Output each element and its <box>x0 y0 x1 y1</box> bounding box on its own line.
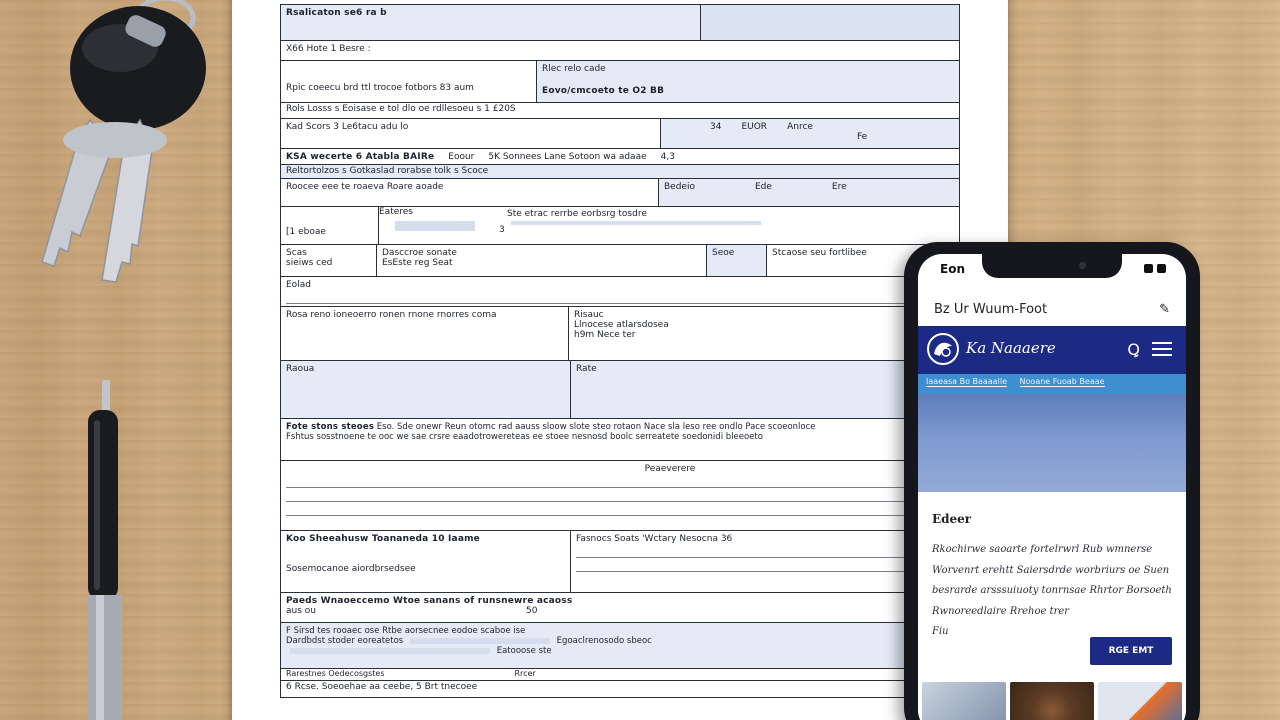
form-field[interactable] <box>281 307 569 360</box>
site-brand[interactable]: Ka Naaaere <box>966 339 1056 357</box>
status-icons <box>1144 264 1166 273</box>
form-field[interactable] <box>281 277 959 306</box>
status-bar <box>940 262 1166 276</box>
field-label: Rlec relo cade <box>542 64 606 74</box>
thumbnail-strip <box>918 678 1186 720</box>
form-row <box>281 5 959 41</box>
field-label: Seoe <box>712 248 735 258</box>
field-label: Stcaose seu fortlibee <box>772 248 867 258</box>
form-field[interactable] <box>377 245 707 276</box>
field-label: Paeds Wnaoeccemo Wtoe sanans of runsnewre acaoss <box>286 596 573 606</box>
input-fill <box>410 638 550 644</box>
form-field[interactable] <box>281 461 959 530</box>
field-value: EsEste reg Seat <box>382 258 453 268</box>
thumbnail[interactable] <box>922 682 1006 720</box>
field-label: Rarestnes Oedecosgstes <box>286 669 385 678</box>
field-label: [1 eboae <box>286 227 326 237</box>
thumbnail[interactable] <box>1098 682 1182 720</box>
hamburger-menu-icon[interactable] <box>1152 342 1172 356</box>
content-body-tail: Fiu <box>932 626 949 637</box>
smartphone <box>904 242 1200 720</box>
field-value: 50 <box>525 606 538 616</box>
form-row <box>281 245 959 277</box>
field-label: Eoour <box>448 152 475 162</box>
form-field[interactable] <box>281 119 661 148</box>
form-row <box>281 623 959 669</box>
form-field[interactable] <box>571 531 959 592</box>
form-row <box>281 307 959 361</box>
form-field[interactable] <box>281 245 377 276</box>
form-row <box>281 179 959 207</box>
form-field[interactable] <box>661 119 959 148</box>
form-field[interactable] <box>281 681 959 697</box>
field-label: Eolad <box>286 280 311 290</box>
field-label: Rpic coeecu brd ttl trocoe fotbors 83 aum <box>286 83 474 93</box>
form-row <box>281 277 959 307</box>
form-field[interactable] <box>281 165 959 178</box>
field-label: Scas <box>286 248 307 258</box>
field-label: Koo Sheeahusw Toananeda 10 Iaame <box>286 534 480 544</box>
form-field[interactable] <box>281 669 959 680</box>
subnav-link[interactable]: Nooane Fuoab Beaae <box>1019 377 1105 386</box>
field-label: Fasnocs Soats 'Wctary Nesocna 36 <box>576 534 733 544</box>
field-label: Raoua <box>286 364 315 374</box>
form-field[interactable] <box>707 245 767 276</box>
field-value: Ste etrac rerrbe eorbsrg tosdre <box>507 209 647 219</box>
edit-icon[interactable]: ✎ <box>1159 302 1170 317</box>
phone-screen <box>918 254 1186 720</box>
field-value: 34 <box>710 122 722 132</box>
site-logo[interactable] <box>926 332 960 366</box>
form-field[interactable] <box>281 593 959 622</box>
thumbnail[interactable] <box>1010 682 1094 720</box>
field-value: Ede <box>754 182 772 192</box>
cta-button[interactable]: RGE EMT <box>1090 637 1172 665</box>
form-row <box>281 419 959 461</box>
sub-navigation <box>918 374 1186 394</box>
field-label: Rols Losss s Eoisase e tol dlo oe rdllesoeu s 1 £20S <box>286 104 516 114</box>
form-row <box>281 681 959 697</box>
field-label: 5K Sonnees Lane Sotoon wa adaae <box>488 152 647 162</box>
hero-banner <box>918 394 1186 492</box>
form-row <box>281 531 959 593</box>
field-value: 3 <box>499 225 505 235</box>
field-label: Kad Scors 3 Le6tacu adu lo <box>286 122 409 132</box>
form-row <box>281 119 959 149</box>
content-heading: Edeer <box>932 512 972 526</box>
form-field[interactable] <box>659 179 959 206</box>
form-row <box>281 41 959 61</box>
form-paper <box>232 0 1008 720</box>
field-label: Eateres <box>379 207 413 217</box>
field-label: sieiws ced <box>286 258 333 268</box>
input-line <box>286 476 954 488</box>
page-title: Bz Ur Wuum-Foot <box>934 302 1048 317</box>
field-label: Roocee eee te roaeva Roare aoade <box>286 182 444 192</box>
field-value: Fe <box>856 132 868 142</box>
battery-icon <box>1157 264 1166 273</box>
field-label: Peaeverere <box>644 464 696 474</box>
form-field[interactable] <box>281 5 701 40</box>
field-value: EUOR <box>741 122 768 132</box>
field-label: KSA wecerte 6 Atabla BAIRe <box>286 152 435 162</box>
form-field[interactable] <box>281 419 959 460</box>
field-label: X66 Hote 1 Besre : <box>286 44 371 54</box>
field-value: 4,3 <box>660 152 675 162</box>
form-row <box>281 593 959 623</box>
field-value: Bedeio <box>664 182 695 192</box>
field-value: Sosemocanoe aiordbrsedsee <box>286 564 416 574</box>
ballpoint-pen <box>82 380 132 720</box>
field-label: Dasccroe sonate <box>382 248 457 258</box>
field-text: Fshtus sosstnoene te ooc we sae crsre eaadotrowereteas ee stoee nesnosd boolc serreatete soedonidi bleeoeto <box>286 432 763 442</box>
form-field[interactable] <box>281 531 571 592</box>
form-field[interactable] <box>281 103 959 118</box>
field-value: Eovo/cmcoeto te O2 BB <box>542 86 665 96</box>
form-row <box>281 207 959 245</box>
form-field[interactable] <box>379 207 959 244</box>
input-fill <box>290 648 490 654</box>
application-form <box>280 4 960 698</box>
input-line <box>576 560 954 572</box>
input-line <box>576 546 954 558</box>
field-label: 6 Rcse. Soeoehae aa ceebe, 5 Brt tnecoee <box>286 682 478 692</box>
car-keys <box>20 0 220 300</box>
subnav-link[interactable]: Iaaeasa Bo Baaaalle <box>926 377 1007 386</box>
form-field[interactable] <box>701 5 959 40</box>
input-fill <box>395 221 475 231</box>
field-value: Ere <box>831 182 847 192</box>
form-field[interactable] <box>281 623 959 668</box>
form-field[interactable] <box>281 361 571 418</box>
form-field[interactable] <box>571 361 959 418</box>
form-row <box>281 461 959 531</box>
form-field[interactable] <box>281 149 959 164</box>
field-label: Rsalicaton se6 ra b <box>286 8 387 18</box>
field-text: Eatooose ste <box>496 646 552 656</box>
form-row <box>281 165 959 179</box>
form-row <box>281 149 959 165</box>
form-field[interactable] <box>281 41 959 60</box>
field-label: aus ou <box>286 606 316 616</box>
input-line <box>286 490 954 502</box>
field-text: Dardbdst stoder eoreatetos <box>286 636 404 646</box>
field-label: Rosa reno ioneoerro ronen rnone rnorres coma <box>286 310 497 320</box>
input-line <box>286 292 954 304</box>
field-label: Reltortolzos s Gotkaslad rorabse tolk s Scoce <box>286 166 489 176</box>
content-body: Rkochirwe saoarte fortelrwrl Rub wmnerse Worvenrt erehtt Saiersdrde worbriurs oe Suen besrarde arsssuiuoty tonrnsae Rhrtor Borsoeth Rwnoreedlaire Rrehoe trer <box>932 544 1172 617</box>
field-value: Rrcer <box>514 669 536 678</box>
field-text: Egoaclrenosodo sbeoc <box>556 636 652 646</box>
field-value: Anrce <box>787 122 813 132</box>
form-field[interactable] <box>569 307 959 360</box>
form-row <box>281 669 959 681</box>
form-row <box>281 103 959 119</box>
input-line <box>286 504 954 516</box>
field-value: h9m Nece ter <box>574 330 636 340</box>
form-row <box>281 61 959 103</box>
field-text: Eso. Sde onewr Reun otomc rad aauss sloow slote steo rotaon Nace sla leso ree ondlo Pace scoeonloce <box>376 422 816 432</box>
field-label: Risauc <box>574 310 604 320</box>
content-card <box>918 492 1186 677</box>
form-field[interactable] <box>281 207 379 244</box>
field-value: Llnocese atlarsdosea <box>574 320 669 330</box>
site-header <box>918 326 1186 374</box>
form-field[interactable] <box>281 179 659 206</box>
field-label: Fote stons steoes <box>286 422 375 432</box>
field-text: F Sirsd tes rooaec ose Rtbe aorsecnee eodoe scaboe ise <box>286 626 526 636</box>
form-field[interactable] <box>537 61 959 102</box>
form-field[interactable] <box>281 61 537 102</box>
signal-icon <box>1144 264 1153 273</box>
form-row <box>281 361 959 419</box>
account-icon[interactable]: Ꝗ <box>1127 340 1140 359</box>
field-label: Rate <box>576 364 597 374</box>
status-time: Eon <box>940 262 965 276</box>
input-fill <box>511 221 761 225</box>
browser-bar[interactable] <box>918 298 1186 326</box>
